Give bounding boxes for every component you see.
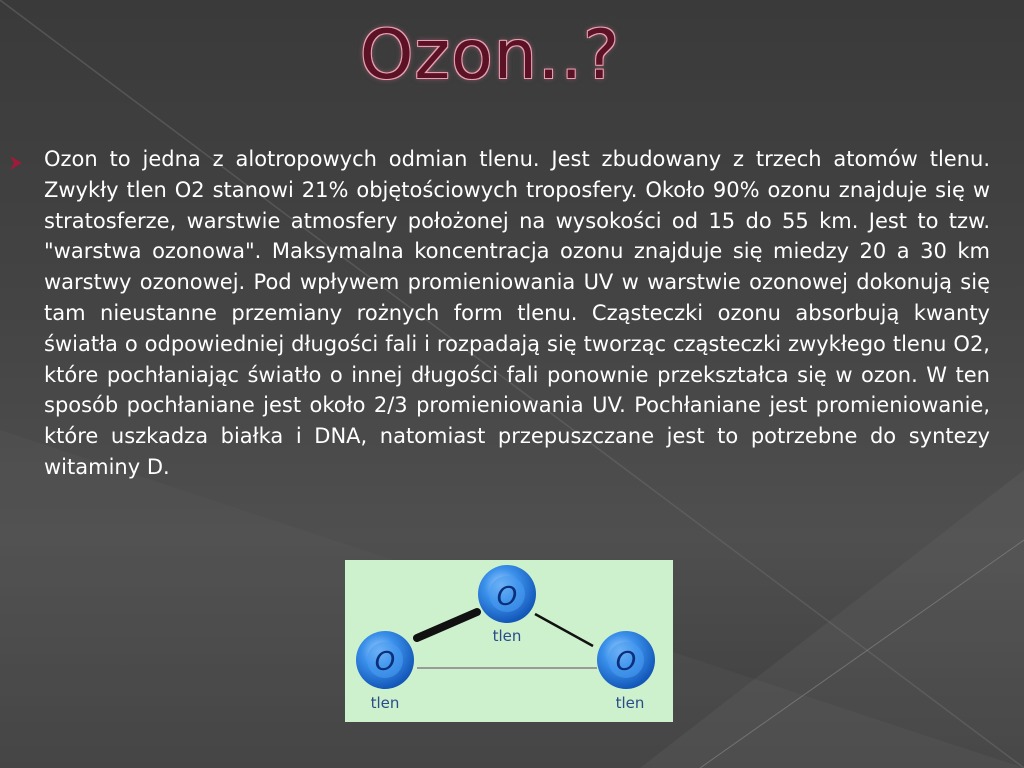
oxygen-atom-top bbox=[478, 565, 536, 645]
single-bond bbox=[535, 614, 593, 646]
oxygen-atom-left bbox=[356, 631, 414, 712]
atom-label: tlen bbox=[492, 627, 522, 645]
ozone-molecule-figure bbox=[345, 560, 673, 722]
slide-title: Ozon..? bbox=[359, 16, 621, 95]
slide-body-text: Ozon to jedna z alotropowych odmian tlenu. Jest zbudowany z trzech atomów tlenu. Zwykły tlen O2 stanowi 21% objętościowych troposfery. Około 90% ozonu znajduje się w stratosferze, warstwie atmosfery położonej na wysokości od 15 do 55 km. Jest to tzw. "warstwa ozonowa". Maksymalna koncentracja ozonu znajduje się miedzy 20 a 30 km warstwy ozonowej. Pod wpływem promieniowania UV w warstwie ozonowej dokonują się tam nieustanne przemiany rożnych form tlenu. Cząsteczki ozonu absorbują kwanty światła o odpowiedniej długości fali i rozpadają się tworząc cząsteczki zwykłego tlenu O2, które pochłaniając światło o innej długości fali ponownie przekształca się w ozon. W ten sposób pochłaniane jest około 2/3 promieniowania UV. Pochłaniane jest promieniowanie, które uszkadza białka i DNA, natomiast przepuszczane jest to potrzebne do syntezy witaminy D. bbox=[44, 147, 990, 479]
double-bond bbox=[417, 612, 477, 638]
atom-symbol: O bbox=[615, 647, 637, 677]
ozone-molecule-diagram bbox=[345, 560, 673, 722]
atom-symbol: O bbox=[496, 582, 518, 612]
atom-symbol: O bbox=[374, 647, 396, 677]
atom-label: tlen bbox=[370, 694, 400, 712]
atom-label: tlen bbox=[615, 694, 645, 712]
oxygen-atom-right bbox=[597, 631, 655, 712]
